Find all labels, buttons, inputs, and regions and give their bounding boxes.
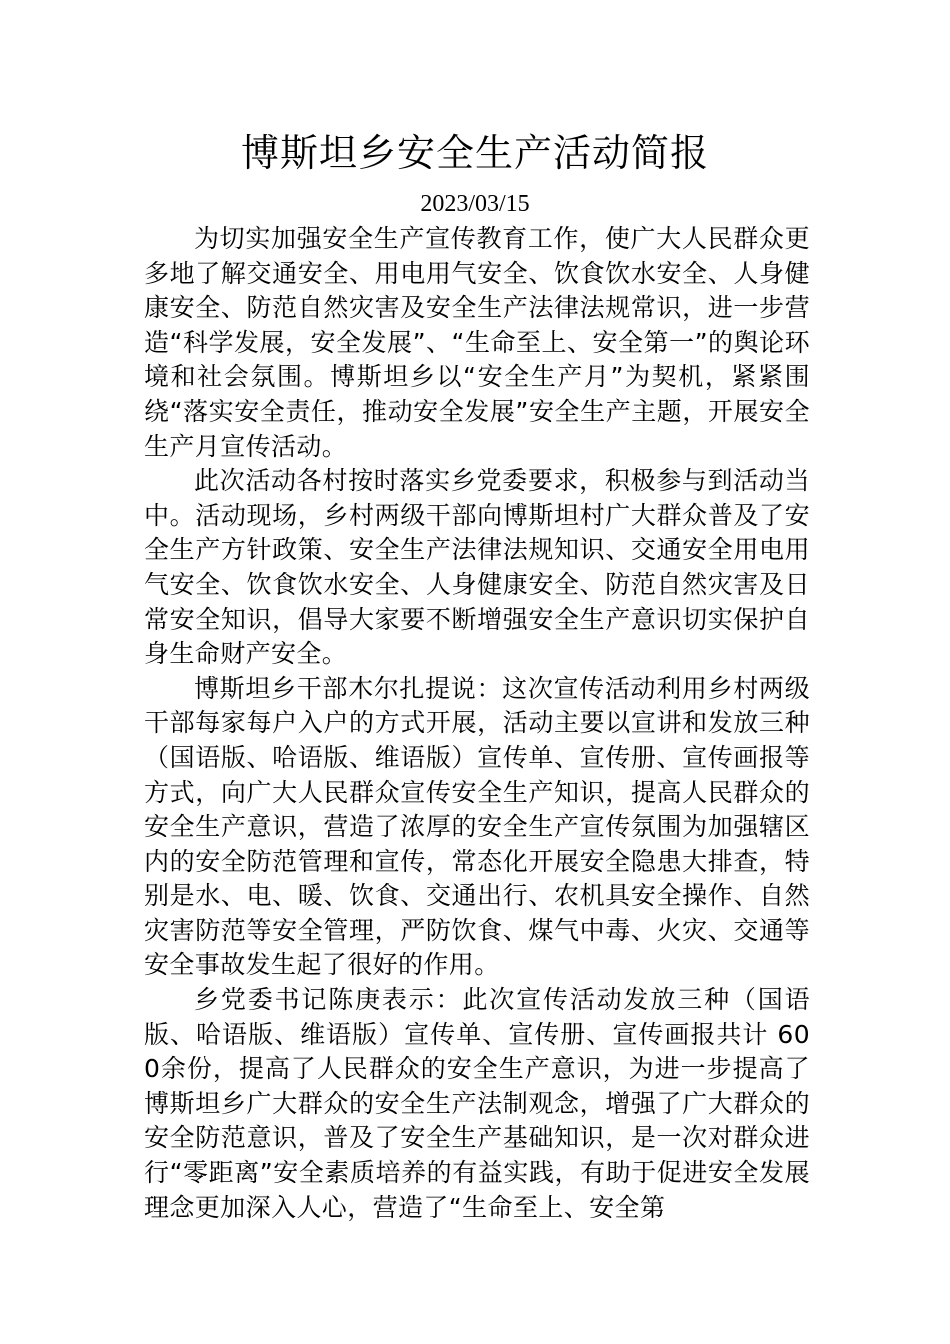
document-date: 2023/03/15 <box>420 191 530 217</box>
paragraph-cadre-quote: 博斯坦乡干部木尔扎提说：这次宣传活动利用乡村两级干部每家每户入户的方式开展，活动主要以宣讲和发放三种（国语版、哈语版、维语版）宣传单、宣传册、宣传画报等方式，向广大人民群众宣传安全生产知识，提高人民群众的安全生产意识，营造了浓厚的安全生产宣传氛围为加强辖区内的安全防范管理和宣传，常态化开展安全隐患大排查，特别是水、电、暖、饮食、交通出行、农机具安全操作、自然灾害防范等安全管理，严防饮食、煤气中毒、火灾、交通等安全事故发生起了很好的作用。 <box>144 673 810 980</box>
document-body <box>144 222 810 1225</box>
document-title: 博斯坦乡安全生产活动简报 <box>240 131 709 175</box>
paragraph-activity: 此次活动各村按时落实乡党委要求，积极参与到活动当中。活动现场，乡村两级干部向博斯坦村广大群众普及了安全生产方针政策、安全生产法律法规知识、交通安全用电用气安全、饮食饮水安全、人身健康安全、防范自然灾害及日常安全知识，倡导大家要不断增强安全生产意识切实保护自身生命财产安全。 <box>144 466 810 669</box>
paragraph-intro: 为切实加强安全生产宣传教育工作，使广大人民群众更多地了解交通安全、用电用气安全、饮食饮水安全、人身健康安全、防范自然灾害及安全生产法律法规常识，进一步营造“科学发展，安全发展”、“生命至上、安全第一”的舆论环境和社会氛围。博斯坦乡以“安全生产月”为契机，紧紧围绕“落实安全责任，推动安全发展”安全生产主题，开展安全生产月宣传活动。 <box>144 224 810 461</box>
paragraph-secretary-quote: 乡党委书记陈庚表示：此次宣传活动发放三种（国语版、哈语版、维语版）宣传单、宣传册、宣传画报共计 600余份，提高了人民群众的安全生产意识，为进一步提高了博斯坦乡广大群众的安全生产法制观念，增强了广大群众的安全防范意识，普及了安全生产基础知识，是一次对群众进行“零距离”安全素质培养的有益实践，有助于促进安全发展理念更加深入人心，营造了“生命至上、安全第 <box>144 985 810 1222</box>
